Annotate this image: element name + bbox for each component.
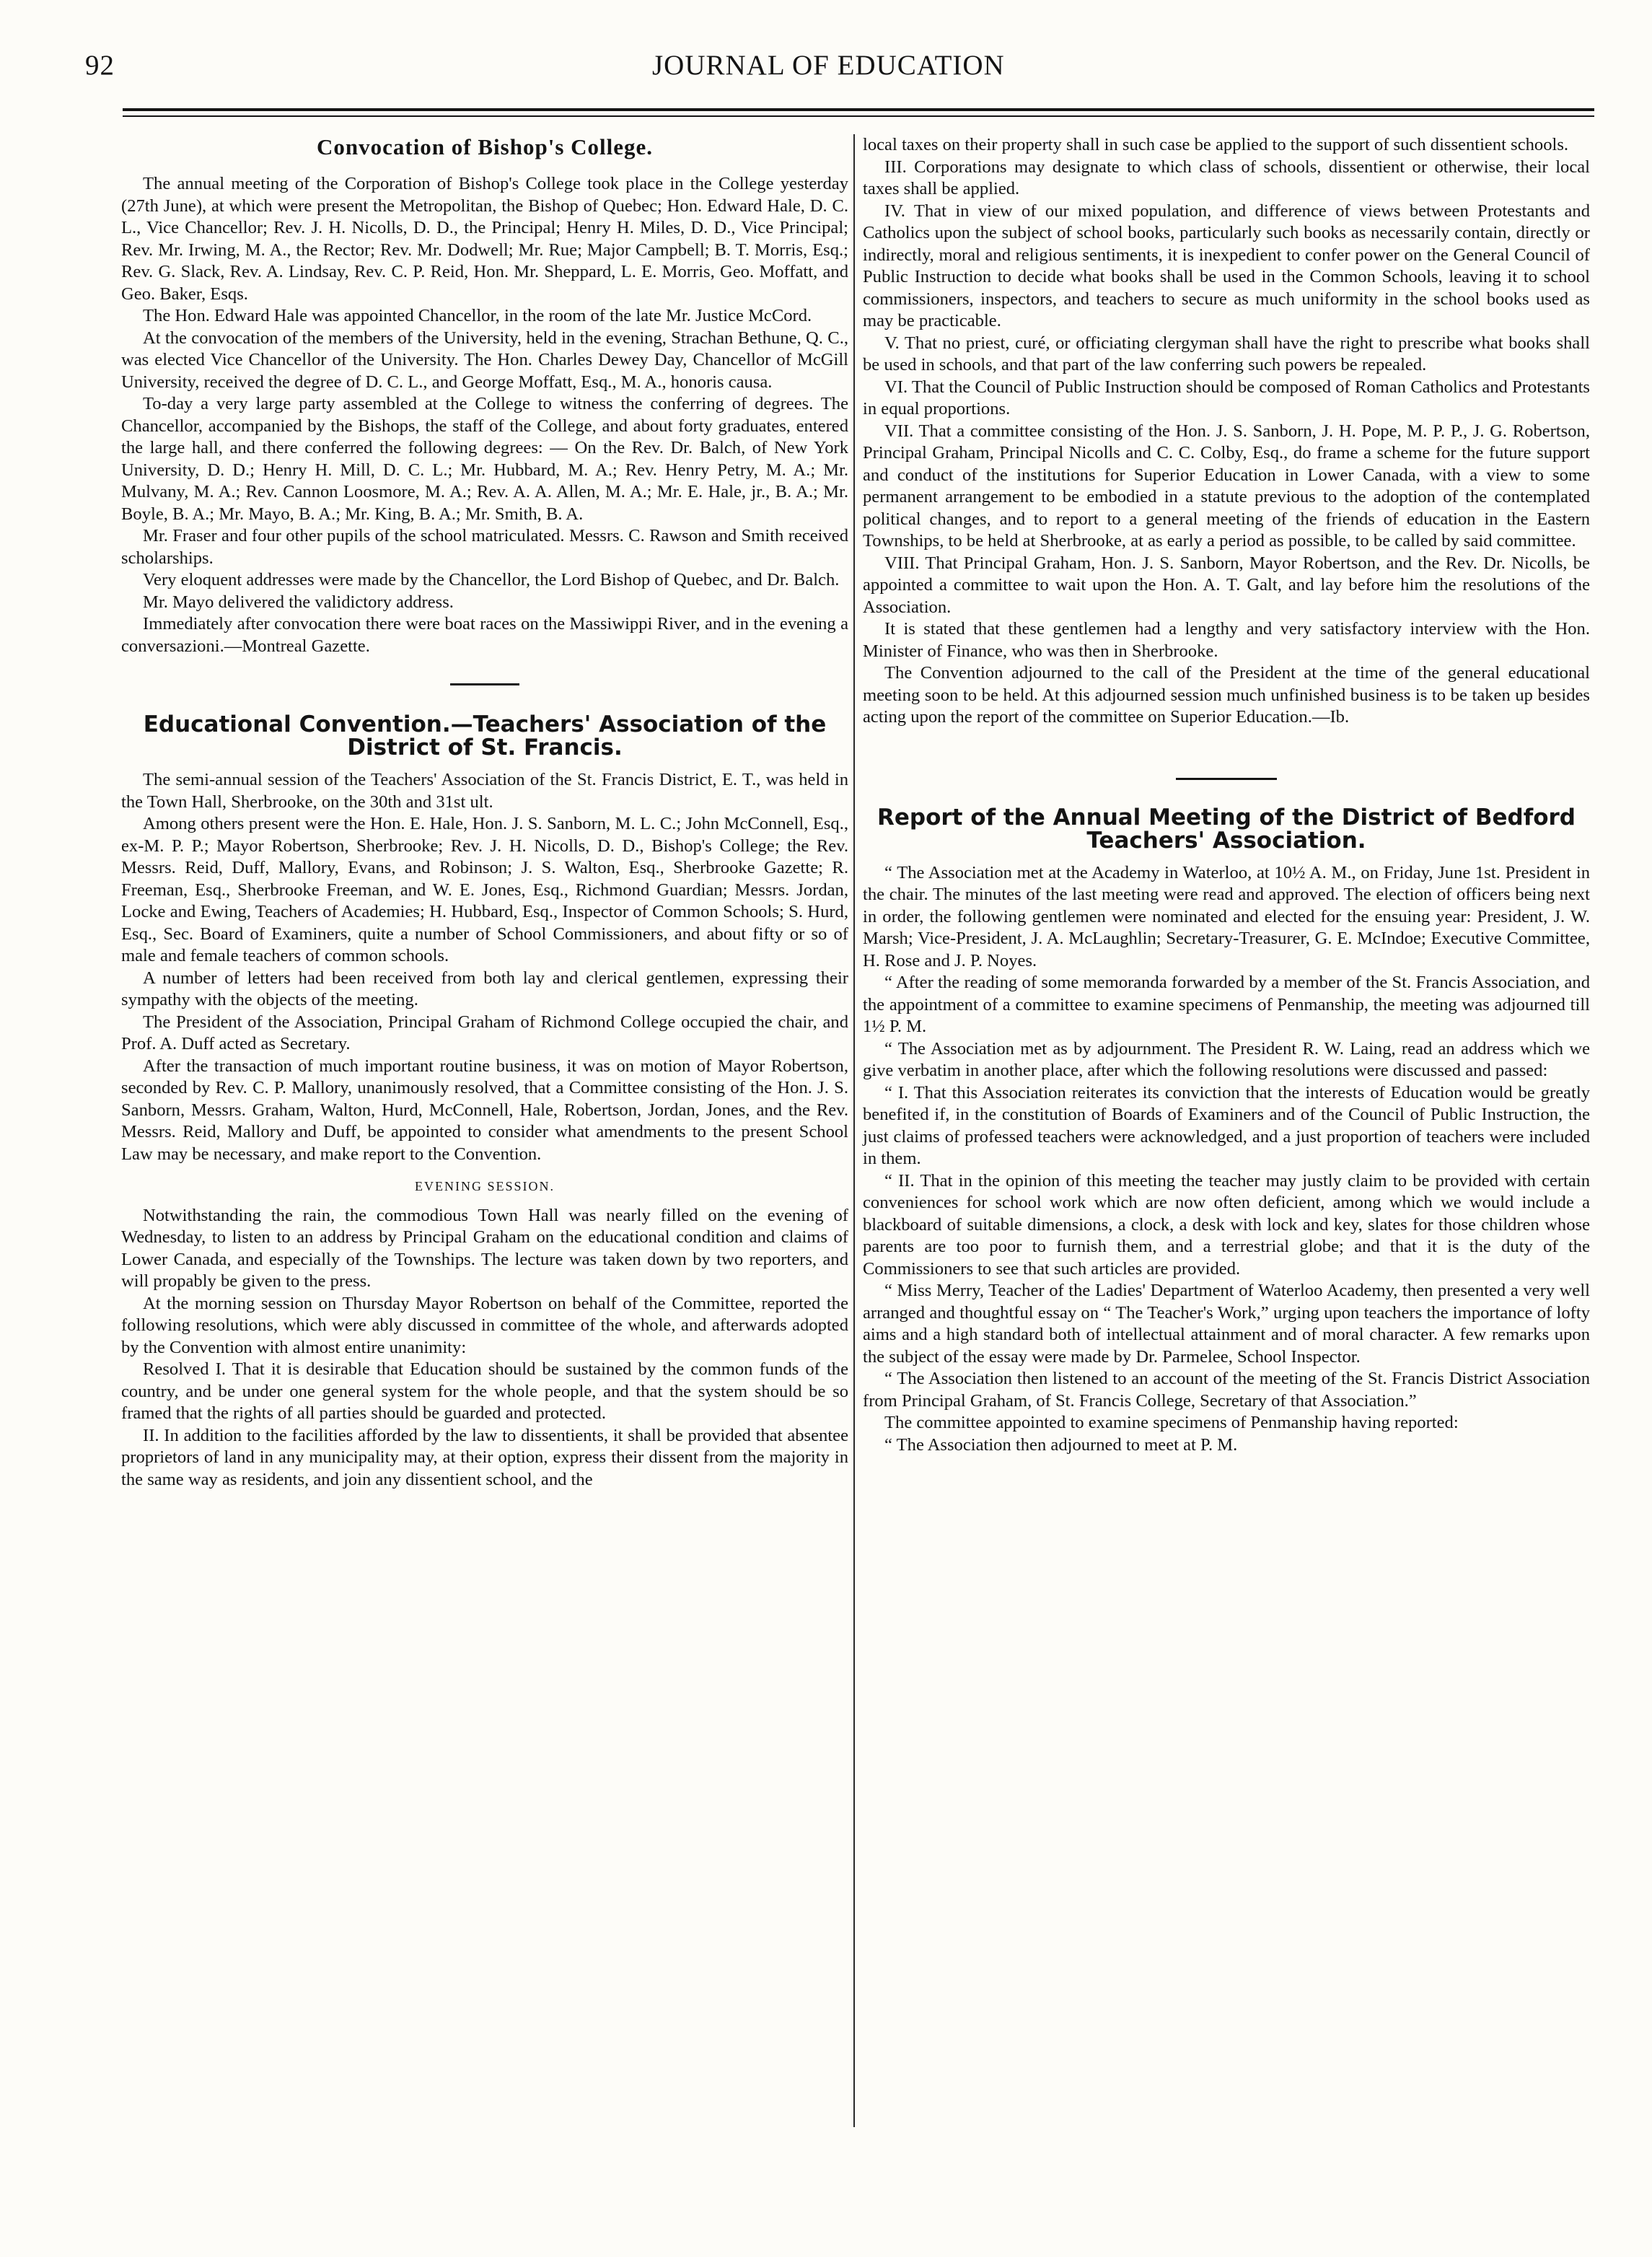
- paragraph: VIII. That Principal Graham, Hon. J. S. Sanborn, Mayor Robertson, and the Rev. Dr. Nicolls, be appointed a committee to wait upon the Hon. A. T. Galt, and lay before him the resolutions of the Association.: [863, 553, 1590, 617]
- paragraph: The Hon. Edward Hale was appointed Chancellor, in the room of the late Mr. Justice McCord.: [143, 306, 812, 325]
- paragraph: “ After the reading of some memoranda forwarded by a member of the St. Francis Association, and the appointment of a committee to examine specimens of Penmanship, the meeting was adjourned till 1½ P. M.: [863, 973, 1590, 1036]
- article-title-convocation: Convocation of Bishop's College.: [316, 134, 654, 159]
- paragraph: Mr. Mayo delivered the validictory address.: [143, 592, 454, 612]
- paragraph: Resolved I. That it is desirable that Education should be sustained by the common funds of the country, and be under one general system for the whole people, and that the system should be so framed that the rights of all parties should be guarded and protected.: [121, 1359, 848, 1423]
- article-title-bedford-report: Report of the Annual Meeting of the District of Bedford Teachers' Association.: [877, 804, 1576, 854]
- paragraph: Very eloquent addresses were made by the Chancellor, the Lord Bishop of Quebec, and Dr. Balch.: [143, 570, 840, 590]
- paragraph: A number of letters had been received from both lay and clerical gentlemen, expressing their sympathy with the objects of the meeting.: [121, 968, 848, 1009]
- paragraph: II. In addition to the facilities afforded by the law to dissentients, it shall be provided that absentee proprietors of land in any municipality may, at their option, express their dissent from the majority in the same way as residents, and join any dissentient school, and the: [121, 1425, 848, 1489]
- paragraph: Among others present were the Hon. E. Hale, Hon. J. S. Sanborn, M. L. C.; John McConnell, Esq., ex-M. P. P.; Mayor Robertson, Sherbrooke; Rev. J. H. Nicolls, D. D., Bishop's College; the Rev. Messrs. Reid, Duff, Mallory, Evans, and Robinson; J. S. Walton, Esq., Sherbrooke Gazette; R. Freeman, Esq., Sherbrooke Freeman, and W. E. Jones, Esq., Richmond Guardian; Messrs. Jordan, Locke and Ewing, Teachers of Academies; H. Hubbard, Esq., Inspector of Common Schools; S. Hurd, Esq., Sec. Board of Examiners, quite a number of School Commissioners, and about fifty or so of male and female teachers of common schools.: [121, 814, 848, 965]
- paragraph: The annual meeting of the Corporation of Bishop's College took place in the College yesterday (27th June), at which were present the Metropolitan, the Bishop of Quebec; Hon. Edward Hale, D. C. L., Vice Chancellor; Rev. J. H. Nicolls, D. D., the Principal; Henry H. Miles, D. D., Vice Principal; Rev. Mr. Irwing, M. A., the Rector; Rev. Mr. Dodwell; Mr. Rue; Major Campbell; B. T. Morris, Esq.; Rev. G. Slack, Rev. A. Lindsay, Rev. C. P. Reid, Hon. Mr. Sheppard, L. E. Morris, Geo. Moffatt, and Geo. Baker, Esqs.: [121, 174, 848, 304]
- paragraph: To-day a very large party assembled at the College to witness the conferring of degrees. The Chancellor, accompanied by the Bishops, the staff of the College, and about forty graduates, entered the large hall, and there conferred the following degrees: — On the Rev. Dr. Balch, of New York University, D. D.; Henry H. Mill, D. C. L.; Mr. Hubbard, M. A.; Rev. Henry Petry, M. A.; Mr. Mulvany, M. A.; Rev. Cannon Loosmore, M. A.; Rev. A. A. Allen, M. A.; Mr. E. Hale, jr., B. A.; Mr. Boyle, B. A.; Mr. Mayo, B. A.; Mr. King, B. A.; Mr. Smith, B. A.: [121, 394, 848, 524]
- paragraph: “ The Association met as by adjournment. The President R. W. Laing, read an address which we give verbatim in another place, after which the following resolutions were discussed and passed:: [863, 1038, 1590, 1080]
- paragraph: “ I. That this Association reiterates its conviction that the interests of Education would be greatly benefited if, in the constitution of Boards of Examiners and of the Council of Public Instruction, the just claims of professed teachers were acknowledged, and a just proportion of teachers were included in them.: [863, 1082, 1590, 1168]
- page-number: 92: [85, 50, 115, 81]
- paragraph: At the convocation of the members of the University, held in the evening, Strachan Bethune, Q. C., was elected Vice Chancellor of the University. The Hon. Charles Dewey Day, Chancellor of McGill University, received the degree of D. C. L., and George Moffatt, Esq., M. A., honoris causa.: [121, 328, 848, 392]
- right-column: [863, 134, 1590, 1456]
- paragraph: “ II. That in the opinion of this meeting the teacher may justly claim to be provided with certain conveniences for school work which are now often deficient, among which we would include a blackboard of suitable dimensions, a clock, a desk with lock and key, slates for those children whose parents are too poor to furnish them, and a terrestrial globe; and that it is the duty of the Commissioners to see that such articles are provided.: [863, 1170, 1590, 1279]
- paragraph: Immediately after convocation there were boat races on the Massiwippi River, and in the evening a conversazioni.—Montreal Gazette.: [121, 614, 848, 656]
- paragraph: VI. That the Council of Public Instruction should be composed of Roman Catholics and Protestants in equal proportions.: [863, 377, 1590, 418]
- paragraph: “ The Association then adjourned to meet at P. M.: [884, 1434, 1238, 1455]
- paragraph: “ Miss Merry, Teacher of the Ladies' Department of Waterloo Academy, then presented a very well arranged and thoughtful essay on “ The Teacher's Work,” urging upon teachers the importance of lofty aims and a high standard both of intellectual attainment and of moral character. A few remarks upon the subject of the essay were made by Dr. Parmelee, School Inspector.: [863, 1281, 1590, 1367]
- paragraph: At the morning session on Thursday Mayor Robertson on behalf of the Committee, reported the following resolutions, which were ably discussed in committee of the whole, and afterwards adopted by the Convention with almost entire unanimity:: [121, 1293, 848, 1357]
- header-rule-thin: [123, 115, 1594, 117]
- paragraph: The semi-annual session of the Teachers' Association of the St. Francis District, E. T., was held in the Town Hall, Sherbrooke, on the 30th and 31st ult.: [121, 770, 848, 812]
- paragraph: After the transaction of much important routine business, it was on motion of Mayor Robertson, seconded by Rev. C. P. Mallory, unanimously resolved, that a Committee consisting of the Hon. J. S. Sanborn, Messrs. Graham, Walton, Hurd, McConnell, Hale, Robertson, Jordan, Jones, and the Rev. Messrs. Reid, Mallory and Duff, be appointed to consider what amendments to the present School Law may be necessary, and make report to the Convention.: [121, 1056, 848, 1164]
- article-title-educational-convention: Educational Convention.—Teachers' Association of the District of St. Francis.: [143, 711, 827, 761]
- header-rule-thick: [123, 108, 1594, 111]
- paragraph: The committee appointed to examine specimens of Penmanship having reported:: [884, 1413, 1459, 1432]
- running-header-title: JOURNAL OF EDUCATION: [652, 50, 1005, 81]
- paragraph: Notwithstanding the rain, the commodious Town Hall was nearly filled on the evening of Wednesday, to listen to an address by Principal Graham on the educational condition and claims of Lower Canada, and especially of the Townships. The lecture was taken down by two reporters, and will propably be given to the press.: [121, 1205, 848, 1291]
- section-separator: [1176, 778, 1277, 780]
- paragraph: Mr. Fraser and four other pupils of the school matriculated. Messrs. C. Rawson and Smith received scholarships.: [121, 526, 848, 568]
- paragraph: V. That no priest, curé, or officiating clergyman shall have the right to prescribe what books shall be used in schools, and that part of the law conferring such powers be repealed.: [863, 333, 1590, 374]
- left-column: [121, 134, 848, 1491]
- column-divider: [853, 134, 855, 2127]
- paragraph: It is stated that these gentlemen had a lengthy and very satisfactory interview with the Hon. Minister of Finance, who was then in Sherbrooke.: [863, 619, 1590, 661]
- paragraph: VII. That a committee consisting of the Hon. J. S. Sanborn, J. H. Pope, M. P. P., J. G. Robertson, Principal Graham, Principal Nicolls and C. C. Colby, Esq., do frame a scheme for the future support and conduct of the institutions for Superior Education in Lower Canada, with a view to some permanent arrangement to be embodied in a statute previous to the adoption of the contemplated political changes, and to report to a general meeting of the friends of education in the Eastern Townships, to be held at Sherbrooke, at as early a period as possible, to be called by said committee.: [863, 421, 1590, 551]
- paragraph: The Convention adjourned to the call of the President at the time of the general educational meeting soon to be held. At this adjourned session much unfinished business is to be taken up besides acting upon the report of the committee on Superior Education.—Ib.: [863, 663, 1590, 727]
- subheading-evening-session: EVENING SESSION.: [415, 1179, 555, 1193]
- paragraph: local taxes on their property shall in such case be applied to the support of such dissentient schools.: [863, 135, 1569, 154]
- section-separator: [450, 683, 519, 685]
- paragraph: IV. That in view of our mixed population, and difference of views between Protestants and Catholics upon the subject of school books, particularly such books as necessarily contain, directly or indirectly, moral and religious sentiments, it is inexpedient to confer power on the General Council of Public Instruction to decide what books shall be used in the Common Schools, leaving it to school commissioners, inspectors, and teachers to secure as much uniformity in the school books used as may be practicable.: [863, 201, 1590, 330]
- paragraph: “ The Association met at the Academy in Waterloo, at 10½ A. M., on Friday, June 1st. President in the chair. The minutes of the last meeting were read and approved. The election of officers being next in order, the following gentlemen were nominated and elected for the ensuing year: President, J. W. Marsh; Vice-President, J. A. McLaughlin; Secretary-Treasurer, G. E. McIndoe; Executive Committee, H. Rose and J. P. Noyes.: [863, 862, 1590, 970]
- paragraph: “ The Association then listened to an account of the meeting of the St. Francis District Association from Principal Graham, of St. Francis College, Secretary of that Association.”: [863, 1369, 1590, 1411]
- paragraph: III. Corporations may designate to which class of schools, dissentient or otherwise, their local taxes shall be applied.: [863, 157, 1590, 198]
- paragraph: The President of the Association, Principal Graham of Richmond College occupied the chair, and Prof. A. Duff acted as Secretary.: [121, 1012, 848, 1053]
